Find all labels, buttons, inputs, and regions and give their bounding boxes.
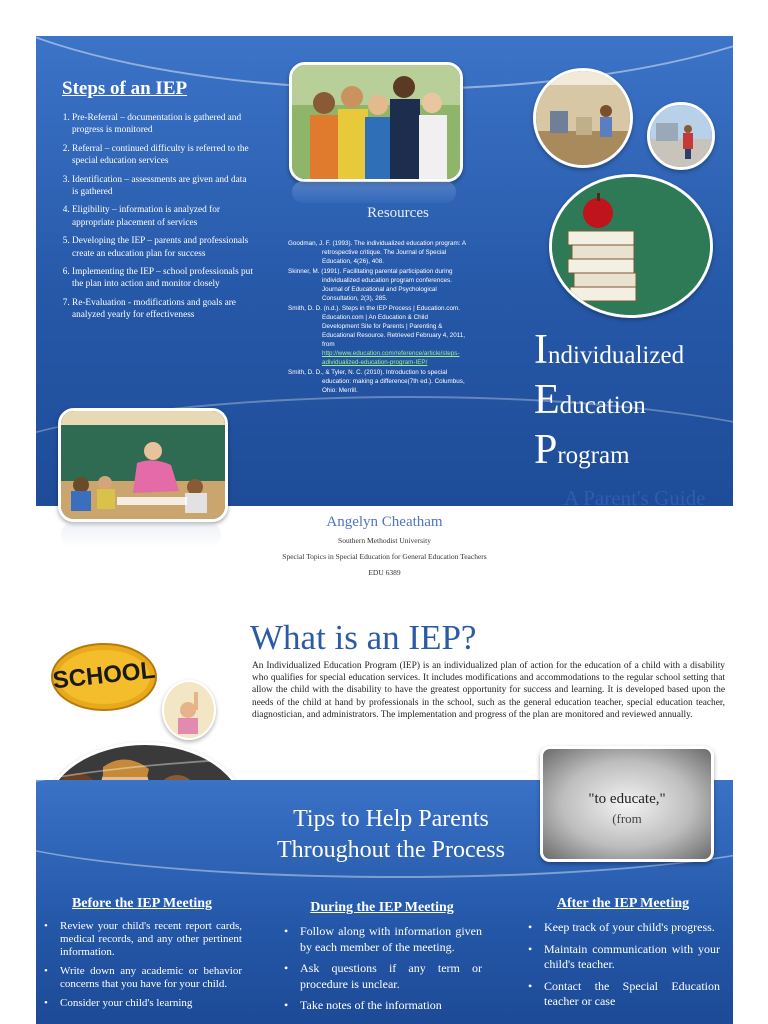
reference-item: Skinner, M. (1991). Facilitating parental participation during individualized education program conferences. Journal of Educational and Psychological Consultation, 2(3), 285. (288, 268, 453, 302)
tip-item: • Take notes of the information (300, 998, 482, 1014)
step-item: 6. Implementing the IEP – school professionals put the plan into action and monitor closely (72, 266, 254, 291)
reference-link[interactable]: http://www.education.com/reference/article/steps-adividualized-education-program-IEP/ (322, 350, 460, 366)
school-sign-text: SCHOOL (51, 656, 157, 695)
tip-item: • Keep track of your child's progress. (544, 920, 720, 936)
tip-item: • Maintain communication with your child's teacher. (544, 942, 720, 973)
course-code: EDU 6389 (368, 568, 401, 577)
dictionary-image (540, 746, 714, 862)
classroom-photo (58, 408, 228, 522)
column-title: After the IEP Meeting (556, 896, 690, 911)
title-initial: I (534, 327, 548, 373)
step-item: 4. Eligibility – information is analyzed for appropriate placement of services (72, 204, 254, 229)
tips-heading-line: Tips to Help Parents (293, 806, 489, 832)
dictionary-quote: "to educate," (588, 791, 666, 807)
column-title: During the IEP Meeting (310, 900, 454, 915)
tips-column-after (526, 896, 720, 1016)
tips-list (282, 924, 482, 1014)
tip-item: • Ask questions if any term or procedure is unclear. (300, 961, 482, 992)
step-item: 1. Pre-Referral – documentation is gathered and progress is monitored (72, 112, 254, 137)
resources-heading: Resources (367, 205, 429, 221)
university-name: Southern Methodist University (338, 536, 431, 545)
books-apple-photo (549, 174, 713, 318)
tips-heading-line: Throughout the Process (277, 837, 505, 863)
dictionary-quote-2: (from (612, 811, 642, 826)
students-group-photo (289, 62, 463, 182)
title-initial: P (534, 427, 558, 473)
title-word: ndividualized (548, 342, 685, 369)
tip-item: • Write down any academic or behavior concerns that you have for your child. (60, 965, 242, 991)
reference-item: Smith, D. D. (n.d.). Steps in the IEP Process | Education.com. Education.com | An Education & Child Development Site for Parents | Parenting & Educational Resource. Retrieved February 4, 2011, from http://www.education.com/reference/article/steps-adividualized-education-program-IEP/ (288, 305, 466, 366)
tips-column-during (282, 900, 482, 1020)
brochure-cover-page (36, 36, 733, 589)
author-name: Angelyn Cheatham (326, 514, 443, 530)
step-item: 2. Referral – continued difficulty is referred to the special education services (72, 143, 254, 168)
step-item: 7. Re-Evaluation - modifications and goals are analyzed yearly for effectiveness (72, 297, 254, 322)
title-initial: E (534, 377, 560, 423)
brochure-inside-page (36, 612, 733, 1024)
child-circle-photo (162, 680, 216, 740)
steps-list (50, 112, 254, 328)
tip-item: • Consider your child's learning (60, 997, 242, 1010)
brochure-subtitle: A Parent's Guide (564, 486, 706, 510)
step-item: 3. Identification – assessments are given and data is gathered (72, 174, 254, 199)
photo-reflection (292, 181, 456, 203)
tips-heading (246, 804, 536, 866)
reference-item: Smith, D. D., & Tyler, N. C. (2010). Introduction to special education: making a difference(7th ed.). Columbus, Ohio: Merrill. (288, 369, 465, 394)
tip-item: • Review your child's recent report cards, medical records, and any other pertinent information. (60, 920, 242, 959)
tip-item: • Follow along with information given by each member of the meeting. (300, 924, 482, 955)
tips-list (42, 920, 242, 1010)
course-name: Special Topics in Special Education for General Education Teachers (282, 552, 487, 561)
tip-item: • Contact the Special Education teacher or case (544, 979, 720, 1010)
references-list (288, 239, 466, 396)
title-word: ducation (559, 392, 646, 419)
what-is-iep-heading: What is an IEP? (250, 618, 477, 657)
step-item: 5. Developing the IEP – parents and professionals create an education plan for success (72, 235, 254, 260)
title-word: rogram (557, 442, 630, 469)
brochure-title (534, 328, 724, 478)
steps-heading: Steps of an IEP (62, 78, 188, 99)
school-sign-image (50, 642, 158, 712)
tips-column-before (42, 896, 242, 1016)
tips-list (526, 920, 720, 1010)
reference-item: Goodman, J. F. (1993). The individualized education program: A retrospective critique. The Journal of Special Education, 4(26), 408. (288, 240, 466, 265)
hallway-circle-photo (647, 102, 715, 170)
classroom-circle-photo (533, 68, 633, 168)
what-is-iep-paragraph: An Individualized Education Program (IEP) is an individualized plan of action for the education of a child with a disability who qualifies for special education services. It includes modifications and accommodations to the regular school setting that allow the child with the disability to have the greatest opportunity for success and learning. It is developed based upon the needs of the child at hand by professionals in the school, such as the general education teacher, special education teacher, diagnostician, and administrators. The implementation and progress of the plan are monitored and reviewed annually. (252, 661, 725, 720)
column-title: Before the IEP Meeting (71, 896, 213, 911)
